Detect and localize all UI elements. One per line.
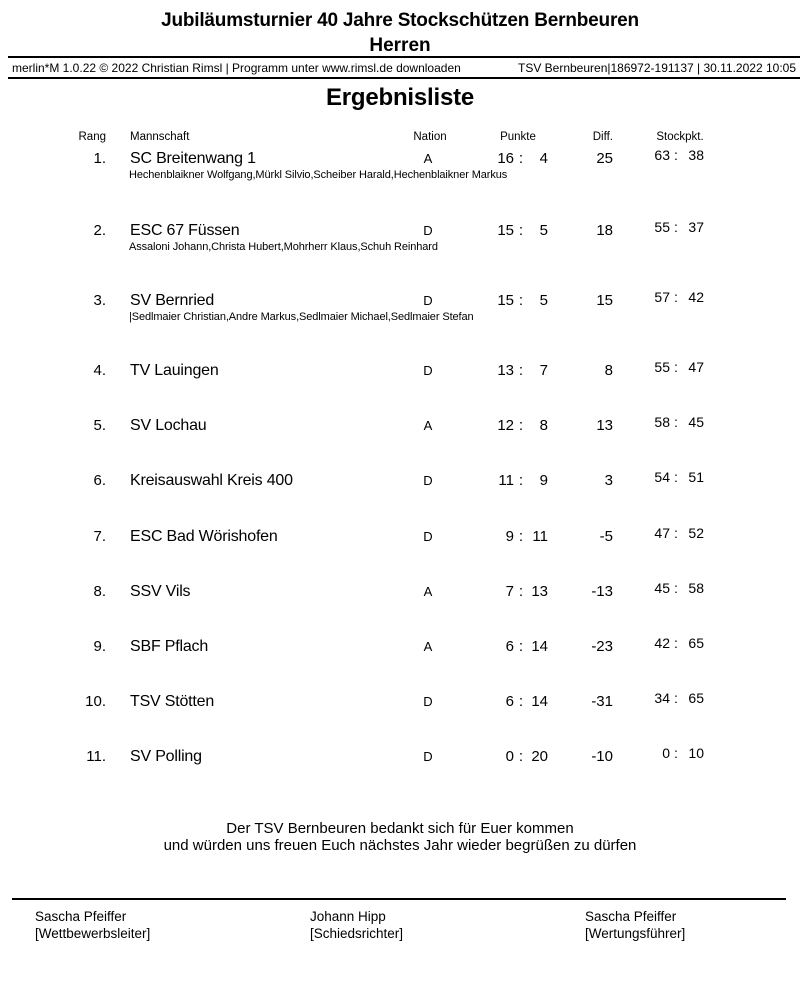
points-for: 6 xyxy=(505,638,514,655)
team-name: Kreisauswahl Kreis 400 xyxy=(130,472,293,489)
nation-cell: A xyxy=(423,151,433,166)
diff-cell: -23 xyxy=(591,638,613,655)
table-header-row xyxy=(0,131,800,145)
session-info: TSV Bernbeuren|186972-191137 | 30.11.2022 10:05 xyxy=(517,61,796,75)
stockpoints-against: 47 xyxy=(688,359,704,375)
points-for: 11 xyxy=(498,472,514,489)
stockpoints-against: 38 xyxy=(688,147,704,163)
rank-cell: 4. xyxy=(93,362,106,379)
stockpoints-for: 63 xyxy=(654,147,670,163)
stockpoints-against: 65 xyxy=(688,690,704,706)
diff-cell: -31 xyxy=(591,693,613,710)
diff-cell: -5 xyxy=(599,528,613,545)
points-against: 11 xyxy=(532,528,548,545)
stockpoints-colon: : xyxy=(674,745,678,761)
stockpoints-colon: : xyxy=(674,635,678,651)
rank-cell: 10. xyxy=(85,693,106,710)
points-for: 9 xyxy=(505,528,514,545)
stockpoints-against: 45 xyxy=(688,414,704,430)
table-row xyxy=(0,469,800,492)
points-against: 7 xyxy=(539,362,548,379)
stockpoints-for: 55 xyxy=(654,359,670,375)
diff-cell: -13 xyxy=(591,583,613,600)
stockpoints-against: 65 xyxy=(688,635,704,651)
rank-cell: 3. xyxy=(93,292,106,309)
diff-cell: 13 xyxy=(596,417,613,434)
stockpoints-colon: : xyxy=(674,289,678,305)
points-for: 13 xyxy=(497,362,514,379)
table-row xyxy=(0,525,800,548)
table-row xyxy=(0,359,800,382)
team-name: ESC Bad Wörishofen xyxy=(130,528,278,545)
rank-cell: 5. xyxy=(93,417,106,434)
stockpoints-for: 34 xyxy=(654,690,670,706)
points-for: 16 xyxy=(497,150,514,167)
stockpoints-against: 51 xyxy=(688,469,704,485)
points-for: 15 xyxy=(497,222,514,239)
column-header-rank: Rang xyxy=(78,131,106,143)
team-name: TSV Stötten xyxy=(130,693,215,710)
team-name: SC Breitenwang 1 xyxy=(130,150,256,167)
table-row xyxy=(0,745,800,768)
stockpoints-colon: : xyxy=(674,469,678,485)
diff-cell: 8 xyxy=(604,362,613,379)
points-against: 20 xyxy=(531,748,548,765)
points-for: 15 xyxy=(497,292,514,309)
rank-cell: 1. xyxy=(93,150,106,167)
nation-cell: D xyxy=(423,529,433,544)
stockpoints-for: 57 xyxy=(654,289,670,305)
column-header-stockpoints: Stockpkt. xyxy=(656,131,704,143)
stockpoints-against: 52 xyxy=(688,525,704,541)
team-name: SV Bernried xyxy=(130,292,215,309)
points-against: 4 xyxy=(539,150,548,167)
stockpoints-colon: : xyxy=(674,690,678,706)
diff-cell: 18 xyxy=(596,222,613,239)
score-colon: : xyxy=(518,150,524,167)
stockpoints-against: 37 xyxy=(688,219,704,235)
table-row xyxy=(0,219,800,253)
team-name: SSV Vils xyxy=(130,583,191,600)
score-colon: : xyxy=(518,362,524,379)
nation-cell: D xyxy=(423,363,433,378)
score-colon: : xyxy=(518,583,524,600)
points-for: 7 xyxy=(505,583,514,600)
page-title: Jubiläumsturnier 40 Jahre Stockschützen Bernbeuren xyxy=(161,10,639,31)
stockpoints-for: 0 xyxy=(662,745,670,761)
signature-role-referee: [Schiedsrichter] xyxy=(310,926,404,941)
thanks-message-line1: Der TSV Bernbeuren bedankt sich für Euer kommen xyxy=(226,820,574,837)
table-row xyxy=(0,580,800,603)
stockpoints-colon: : xyxy=(674,525,678,541)
diff-cell: 25 xyxy=(596,150,613,167)
rank-cell: 6. xyxy=(93,472,106,489)
points-against: 5 xyxy=(539,222,548,239)
players-list: |Sedlmaier Christian,Andre Markus,Sedlmaier Michael,Sedlmaier Stefan xyxy=(129,311,474,323)
table-row xyxy=(0,147,800,181)
nation-cell: A xyxy=(423,584,433,599)
points-against: 9 xyxy=(539,472,548,489)
stockpoints-for: 55 xyxy=(654,219,670,235)
nation-cell: A xyxy=(423,639,433,654)
column-header-points: Punkte xyxy=(500,131,536,143)
table-row xyxy=(0,635,800,658)
diff-cell: 15 xyxy=(596,292,613,309)
signature-name-referee: Johann Hipp xyxy=(310,909,386,924)
team-name: TV Lauingen xyxy=(130,362,219,379)
points-against: 5 xyxy=(539,292,548,309)
players-list: Hechenblaikner Wolfgang,Mürkl Silvio,Scheiber Harald,Hechenblaikner Markus xyxy=(129,169,508,181)
table-row xyxy=(0,414,800,437)
signature-divider xyxy=(12,898,786,900)
header-divider-bottom xyxy=(8,77,800,79)
page-subtitle: Herren xyxy=(369,35,431,56)
signature-name-competition-leader: Sascha Pfeiffer xyxy=(35,909,127,924)
signature-name-scorekeeper: Sascha Pfeiffer xyxy=(585,909,677,924)
table-row xyxy=(0,690,800,713)
nation-cell: D xyxy=(423,473,433,488)
stockpoints-for: 47 xyxy=(654,525,670,541)
stockpoints-against: 58 xyxy=(688,580,704,596)
points-against: 14 xyxy=(531,638,548,655)
stockpoints-colon: : xyxy=(674,414,678,430)
table-row xyxy=(0,289,800,323)
score-colon: : xyxy=(518,748,524,765)
stockpoints-for: 45 xyxy=(654,580,670,596)
stockpoints-for: 58 xyxy=(654,414,670,430)
points-against: 13 xyxy=(531,583,548,600)
score-colon: : xyxy=(518,693,524,710)
stockpoints-colon: : xyxy=(674,359,678,375)
nation-cell: D xyxy=(423,749,433,764)
signature-role-competition-leader: [Wettbewerbsleiter] xyxy=(35,926,151,941)
rank-cell: 11. xyxy=(86,748,106,765)
points-against: 8 xyxy=(539,417,548,434)
points-against: 14 xyxy=(531,693,548,710)
program-info: merlin*M 1.0.22 © 2022 Christian Rimsl | Programm unter www.rimsl.de downloaden xyxy=(12,61,461,75)
diff-cell: -10 xyxy=(591,748,613,765)
stockpoints-against: 42 xyxy=(688,289,704,305)
rank-cell: 2. xyxy=(93,222,106,239)
score-colon: : xyxy=(518,472,524,489)
stockpoints-colon: : xyxy=(674,580,678,596)
diff-cell: 3 xyxy=(604,472,613,489)
players-list: Assaloni Johann,Christa Hubert,Mohrherr Klaus,Schuh Reinhard xyxy=(129,241,438,253)
signature-role-scorekeeper: [Wertungsführer] xyxy=(585,926,686,941)
rank-cell: 8. xyxy=(93,583,106,600)
thanks-message-line2: und würden uns freuen Euch nächstes Jahr wieder begrüßen zu dürfen xyxy=(163,837,637,854)
nation-cell: D xyxy=(423,694,433,709)
list-title: Ergebnisliste xyxy=(325,84,475,111)
points-for: 0 xyxy=(505,748,514,765)
team-name: SBF Pflach xyxy=(130,638,209,655)
column-header-diff: Diff. xyxy=(592,131,613,143)
points-for: 12 xyxy=(497,417,514,434)
score-colon: : xyxy=(518,638,524,655)
stockpoints-for: 42 xyxy=(654,635,670,651)
nation-cell: D xyxy=(423,223,433,238)
column-header-team: Mannschaft xyxy=(130,131,190,143)
points-for: 6 xyxy=(505,693,514,710)
score-colon: : xyxy=(518,417,524,434)
column-header-nation: Nation xyxy=(413,131,447,143)
team-name: SV Lochau xyxy=(130,417,207,434)
score-colon: : xyxy=(518,222,524,239)
team-name: ESC 67 Füssen xyxy=(130,222,240,239)
stockpoints-colon: : xyxy=(674,219,678,235)
score-colon: : xyxy=(518,528,524,545)
score-colon: : xyxy=(518,292,524,309)
stockpoints-against: 10 xyxy=(688,745,704,761)
header-divider-top xyxy=(8,56,800,58)
team-name: SV Polling xyxy=(130,748,202,765)
stockpoints-for: 54 xyxy=(654,469,670,485)
nation-cell: A xyxy=(423,418,433,433)
nation-cell: D xyxy=(423,293,433,308)
rank-cell: 9. xyxy=(93,638,106,655)
rank-cell: 7. xyxy=(93,528,106,545)
stockpoints-colon: : xyxy=(674,147,678,163)
